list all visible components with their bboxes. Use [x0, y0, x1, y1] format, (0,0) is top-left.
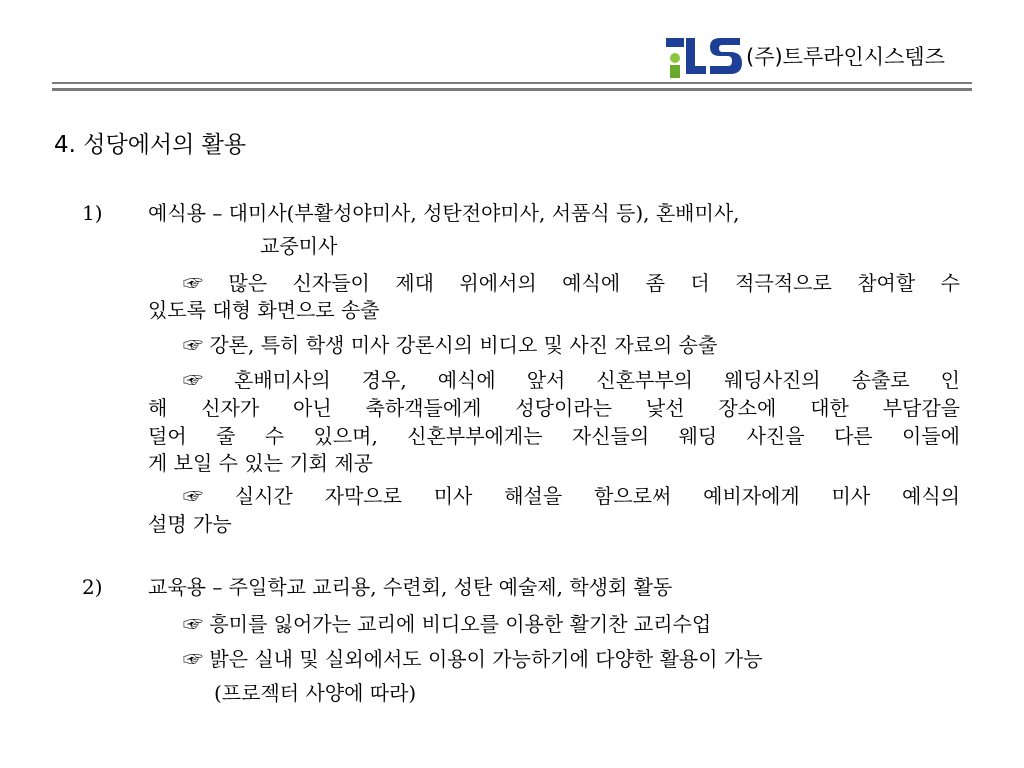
- section1-bullet3-cont1: 해 신자가 아닌 축하객들에게 성당이라는 낯선 장소에 대한 부담감을: [148, 396, 960, 420]
- section1-heading: 예식용 – 대미사(부활성야미사, 성탄전야미사, 서품식 등), 혼배미사,: [148, 201, 740, 225]
- company-logo: [664, 36, 744, 78]
- section1-number: 1): [82, 201, 103, 225]
- section2-bullet1: ☞ 흥미를 잃어가는 교리에 비디오를 이용한 활기찬 교리수업: [183, 612, 712, 636]
- header-rule-bottom: [52, 88, 972, 91]
- section1-bullet1: ☞ 많은 신자들이 제대 위에서의 예식에 좀 더 적극적으로 참여할 수: [183, 271, 960, 295]
- slide-title: 4. 성당에서의 활용: [54, 132, 247, 158]
- section1-bullet3-cont3: 게 보일 수 있는 기회 제공: [148, 451, 373, 475]
- section2-bullet2-cont: (프로젝터 사양에 따라): [214, 681, 417, 705]
- header-rule-top: [52, 82, 972, 84]
- section1-bullet4-cont: 설명 가능: [148, 512, 232, 536]
- section1-bullet2: ☞ 강론, 특히 학생 미사 강론시의 비디오 및 사진 자료의 송출: [183, 333, 718, 357]
- section2-bullet2: ☞ 밝은 실내 및 실외에서도 이용이 가능하기에 다양한 활용이 가능: [183, 647, 763, 671]
- slide-header: [0, 0, 1024, 92]
- section2-number: 2): [82, 575, 103, 599]
- section1-bullet3: ☞ 혼배미사의 경우, 예식에 앞서 신혼부부의 웨딩사진의 송출로 인: [183, 368, 960, 392]
- section1-heading-cont: 교중미사: [260, 234, 338, 258]
- section1-bullet1-cont: 있도록 대형 화면으로 송출: [148, 298, 380, 322]
- section2-heading: 교육용 – 주일학교 교리용, 수련회, 성탄 예술제, 학생회 활동: [148, 575, 673, 599]
- company-name: (주)트루라인시스템즈: [746, 45, 945, 69]
- section1-bullet3-cont2: 덜어 줄 수 있으며, 신혼부부에게는 자신들의 웨딩 사진을 다른 이들에: [148, 424, 960, 448]
- section1-bullet4: ☞ 실시간 자막으로 미사 해설을 함으로써 예비자에게 미사 예식의: [183, 484, 960, 508]
